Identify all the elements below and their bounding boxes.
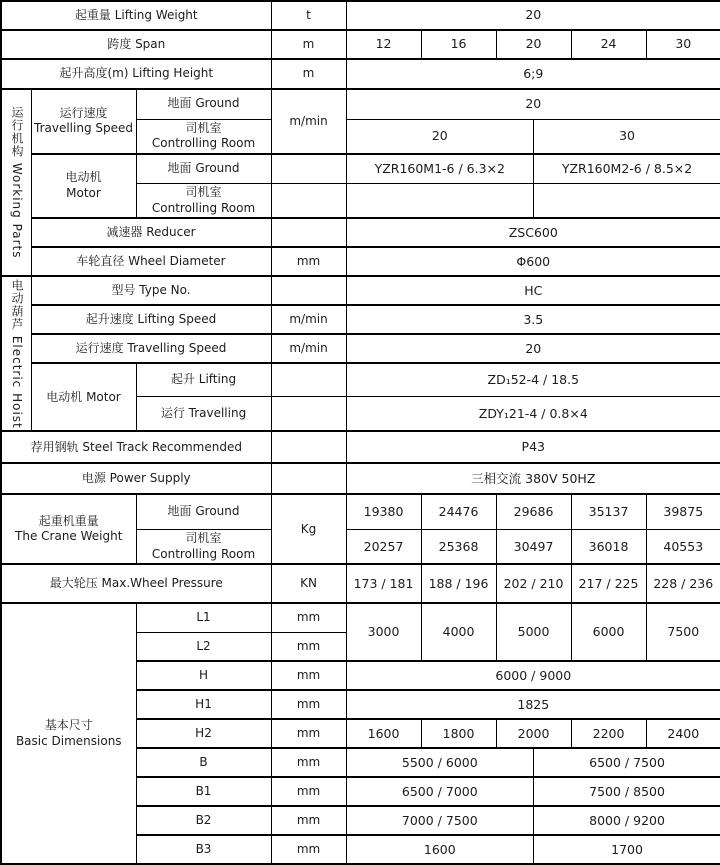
wp-travelling-speed-label-zh: 运行速度 (59, 105, 108, 120)
crane-weight-room-value: 20257 (346, 529, 421, 564)
hoist-motor-travelling-label: 运行 Travelling (136, 396, 271, 431)
steel-track-value: P43 (346, 431, 720, 463)
hoist-travelling-speed-unit: m/min (271, 334, 346, 363)
wheel-pressure-label: 最大轮压 Max.Wheel Pressure (1, 564, 271, 603)
hoist-motor-travelling-unit (271, 396, 346, 431)
dim-h2-label: H2 (136, 719, 271, 748)
dim-l1-unit: mm (271, 603, 346, 632)
dim-b3-label: B3 (136, 835, 271, 864)
dim-b3-unit: mm (271, 835, 346, 864)
basic-dimensions-label-en: Basic Dimensions (15, 733, 122, 748)
dim-l1-l2-value: 6000 (571, 603, 646, 661)
span-value: 30 (646, 30, 720, 59)
dim-b-unit: mm (271, 748, 346, 777)
dim-l1-l2-value: 5000 (496, 603, 571, 661)
hoist-travelling-speed-label: 运行速度 Travelling Speed (31, 334, 271, 363)
span-value: 16 (421, 30, 496, 59)
dim-b-value: 5500 / 6000 (346, 748, 534, 777)
power-supply-unit (271, 463, 346, 494)
wp-motor-ground-value: YZR160M2-6 / 8.5×2 (534, 154, 720, 184)
wp-motor-ground-value: YZR160M1-6 / 6.3×2 (346, 154, 534, 184)
wp-motor-label-en: Motor (66, 186, 101, 201)
dim-b2-unit: mm (271, 806, 346, 835)
dim-h1-unit: mm (271, 690, 346, 719)
wp-travelling-speed-label (31, 89, 136, 154)
hoist-motor-travelling-value: ZDY₁21-4 / 0.8×4 (346, 396, 720, 431)
wheel-pressure-unit: KN (271, 564, 346, 603)
row-hoist-travelling-speed (1, 334, 720, 363)
dim-h2-unit: mm (271, 719, 346, 748)
dim-l1-l2-value: 4000 (421, 603, 496, 661)
hoist-type-label: 型号 Type No. (31, 276, 271, 305)
wp-speed-ground-value: 20 (346, 89, 720, 119)
electric-hoist-group-label (1, 276, 31, 431)
row-wheel-diameter (1, 247, 720, 276)
hoist-motor-lifting-label: 起升 Lifting (136, 363, 271, 396)
working-parts-group-label (1, 89, 31, 276)
wheel-diameter-value: Φ600 (346, 247, 720, 276)
wp-speed-room-label-zh: 司机室 (185, 120, 222, 135)
lifting-weight-value: 20 (346, 1, 720, 30)
crane-weight-unit: Kg (271, 494, 346, 564)
row-power-supply (1, 463, 720, 494)
dim-h2-value: 1800 (421, 719, 496, 748)
lifting-height-unit: m (271, 59, 346, 89)
hoist-lifting-speed-unit: m/min (271, 305, 346, 334)
reducer-unit (271, 218, 346, 247)
span-unit: m (271, 30, 346, 59)
hoist-motor-label: 电动机 Motor (31, 363, 136, 431)
wp-speed-room-label (136, 119, 271, 154)
wp-motor-room-value (346, 184, 534, 219)
dim-b-label: B (136, 748, 271, 777)
wp-motor-ground-label: 地面 Ground (136, 154, 271, 184)
hoist-travelling-speed-value: 20 (346, 334, 720, 363)
dim-l1-l2-value: 7500 (646, 603, 720, 661)
wp-motor-ground-unit (271, 154, 346, 184)
crane-weight-room-label-en: Controlling Room (151, 546, 256, 561)
reducer-value: ZSC600 (346, 218, 720, 247)
hoist-lifting-speed-label: 起升速度 Lifting Speed (31, 305, 271, 334)
basic-dimensions-label (1, 603, 136, 864)
wheel-pressure-value: 217 / 225 (571, 564, 646, 603)
row-hoist-motor-lifting (1, 363, 720, 396)
crane-weight-room-value: 25368 (421, 529, 496, 564)
span-value: 20 (496, 30, 571, 59)
crane-weight-label-en: The Crane Weight (15, 529, 123, 544)
crane-weight-ground-value: 35137 (571, 494, 646, 529)
row-wp-motor-ground (1, 154, 720, 184)
wp-motor-label (31, 154, 136, 219)
dim-h2-value: 1600 (346, 719, 421, 748)
dim-b3-value: 1600 (346, 835, 534, 864)
dim-h-value: 6000 / 9000 (346, 661, 720, 690)
row-steel-track (1, 431, 720, 463)
dim-l1-l2-value: 3000 (346, 603, 421, 661)
dim-b2-label: B2 (136, 806, 271, 835)
hoist-lifting-speed-value: 3.5 (346, 305, 720, 334)
crane-weight-room-value: 40553 (646, 529, 720, 564)
dim-h-unit: mm (271, 661, 346, 690)
basic-dimensions-label-zh: 基本尺寸 (44, 718, 93, 733)
row-span (1, 30, 720, 59)
crane-weight-label-zh: 起重机重量 (38, 513, 99, 528)
hoist-type-unit (271, 276, 346, 305)
lifting-height-label: 起升高度(m) Lifting Height (1, 59, 271, 89)
wp-motor-room-value (534, 184, 720, 219)
wp-speed-room-label-en: Controlling Room (151, 136, 256, 151)
electric-hoist-vertical-text: 电动葫芦 Electric Hoist (10, 278, 25, 429)
hoist-motor-lifting-unit (271, 363, 346, 396)
dim-b1-value: 7500 / 8500 (534, 777, 720, 806)
power-supply-value: 三相交流 380V 50HZ (346, 463, 720, 494)
wheel-pressure-value: 202 / 210 (496, 564, 571, 603)
wp-speed-room-value: 30 (534, 119, 720, 154)
dim-l1-label: L1 (136, 603, 271, 632)
reducer-label: 减速器 Reducer (31, 218, 271, 247)
row-wheel-pressure (1, 564, 720, 603)
dim-l2-label: L2 (136, 632, 271, 661)
dim-h2-value: 2000 (496, 719, 571, 748)
working-parts-vertical-text: 运行机构 Working Parts (10, 106, 25, 259)
wp-speed-ground-label: 地面 Ground (136, 89, 271, 119)
wp-motor-room-label (136, 184, 271, 219)
dim-l2-unit: mm (271, 632, 346, 661)
span-label: 跨度 Span (1, 30, 271, 59)
crane-weight-room-value: 30497 (496, 529, 571, 564)
dim-h-label: H (136, 661, 271, 690)
row-dim-l1 (1, 603, 720, 632)
span-value: 24 (571, 30, 646, 59)
wp-motor-room-label-zh: 司机室 (185, 185, 222, 200)
span-value: 12 (346, 30, 421, 59)
wp-speed-unit: m/min (271, 89, 346, 154)
dim-b2-value: 7000 / 7500 (346, 806, 534, 835)
wp-motor-room-unit (271, 184, 346, 219)
row-wp-speed-ground (1, 89, 720, 119)
steel-track-unit (271, 431, 346, 463)
hoist-motor-lifting-value: ZD₁52-4 / 18.5 (346, 363, 720, 396)
dim-b3-value: 1700 (534, 835, 720, 864)
dim-b1-label: B1 (136, 777, 271, 806)
wheel-pressure-value: 188 / 196 (421, 564, 496, 603)
wheel-pressure-value: 228 / 236 (646, 564, 720, 603)
dim-h1-label: H1 (136, 690, 271, 719)
hoist-type-value: HC (346, 276, 720, 305)
crane-weight-room-value: 36018 (571, 529, 646, 564)
dim-h1-value: 1825 (346, 690, 720, 719)
dim-h2-value: 2400 (646, 719, 720, 748)
lifting-weight-unit: t (271, 1, 346, 30)
dim-b1-unit: mm (271, 777, 346, 806)
row-crane-weight-ground (1, 494, 720, 529)
wp-motor-room-label-en: Controlling Room (151, 200, 256, 215)
power-supply-label: 电源 Power Supply (1, 463, 271, 494)
dim-b1-value: 6500 / 7000 (346, 777, 534, 806)
row-hoist-lifting-speed (1, 305, 720, 334)
row-reducer (1, 218, 720, 247)
wheel-pressure-value: 173 / 181 (346, 564, 421, 603)
crane-weight-label (1, 494, 136, 564)
crane-weight-ground-value: 39875 (646, 494, 720, 529)
wheel-diameter-label: 车轮直径 Wheel Diameter (31, 247, 271, 276)
wp-speed-room-value: 20 (346, 119, 534, 154)
crane-weight-ground-label: 地面 Ground (136, 494, 271, 529)
lifting-height-value: 6;9 (346, 59, 720, 89)
steel-track-label: 荐用钢轨 Steel Track Recommended (1, 431, 271, 463)
crane-weight-room-label-zh: 司机室 (185, 531, 222, 546)
row-hoist-type (1, 276, 720, 305)
row-lifting-weight (1, 1, 720, 30)
crane-weight-room-label (136, 529, 271, 564)
lifting-weight-label: 起重量 Lifting Weight (1, 1, 271, 30)
dim-b2-value: 8000 / 9200 (534, 806, 720, 835)
dim-h2-value: 2200 (571, 719, 646, 748)
wp-motor-label-zh: 电动机 (65, 170, 102, 185)
wp-travelling-speed-label-en: Travelling Speed (34, 121, 133, 136)
crane-weight-ground-value: 24476 (421, 494, 496, 529)
crane-weight-ground-value: 29686 (496, 494, 571, 529)
dim-b-value: 6500 / 7500 (534, 748, 720, 777)
wheel-diameter-unit: mm (271, 247, 346, 276)
row-lifting-height (1, 59, 720, 89)
crane-weight-ground-value: 19380 (346, 494, 421, 529)
